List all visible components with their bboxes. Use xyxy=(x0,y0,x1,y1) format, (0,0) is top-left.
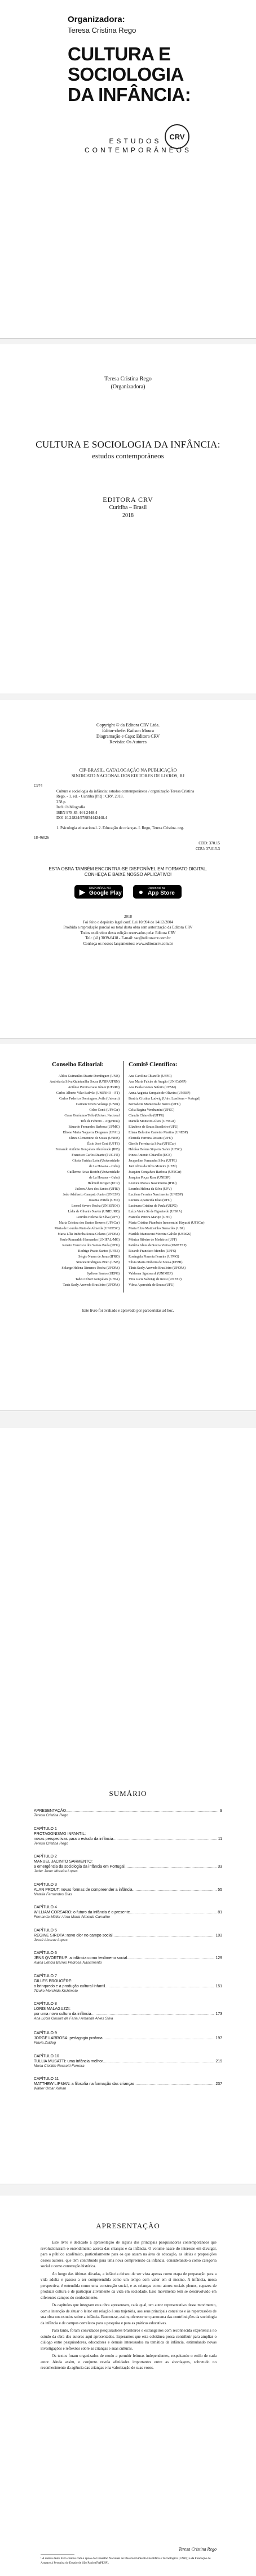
council-member: Bernadette Monteiro de Barros (UFU) xyxy=(129,1103,180,1106)
page-gap xyxy=(0,339,256,344)
toc-chapter-number: CAPÍTULO 11 xyxy=(34,2077,59,2081)
toc-leader-dots xyxy=(103,2036,215,2041)
council-member: Maria Cristina dos Santos Bezerra (UFSCar) xyxy=(59,1221,120,1225)
toc-author: Fernanda Müller / Ana Maria Almeida Carvalho xyxy=(34,1915,110,1919)
presentation-paragraph: Este livro é dedicado à apresentação de alguns dos principais pesquisadores contemporâneos que revolucionaram o entendimento acerca das crianças e da infância. O volume nasce do interesse em divulgar, para o público acadêmico, particularmente para os que atuam na área da educação, as ideias e proposições desses autores, que têm contribuído para uma nova compreensão da infância, considerando-a como categoria social e como construção histórica. xyxy=(41,2240,217,2268)
cover-title-line: CULTURA E xyxy=(68,43,171,64)
toc-entry[interactable] xyxy=(34,1951,222,1966)
council-member: Mônica Ribeiro de Medeiros (UFF) xyxy=(129,1238,177,1242)
toc-line xyxy=(34,1887,222,1892)
cip-line: 18-46026 xyxy=(34,835,49,840)
half-title-author: Teresa Cristina Rego xyxy=(104,376,152,382)
summary-page xyxy=(0,1428,256,2184)
council-member: Rodrigo Pratte-Santos (UFES) xyxy=(78,1250,120,1253)
council-member: Florinda Ferreira Rossini (UFU) xyxy=(129,1137,173,1140)
toc-author: Flávia Zuldeg xyxy=(34,2041,56,2045)
cover-page xyxy=(0,0,256,339)
scientific-committee-heading: Comitê Científico: xyxy=(129,1061,178,1068)
council-member: Lourdes Helena da Silva (UFV) xyxy=(76,1216,120,1219)
toc-leader-dots xyxy=(113,1837,217,1842)
copyright-line: Revisão: Os Autores xyxy=(109,739,147,744)
presentation-paragraph: Os capítulos que integram esta obra apresentam, cada qual, um autor representativo desse movimento, com a intenção de situar o leitor em relação à sua trajetória, aos seus principais conceitos e às repercussões de sua obra nos estudos sobre a infância. Buscou-se, assim, oferecer um panorama das contribuições da sociologia da infância e de campos correlatos para a pesquisa e para as práticas educativas. xyxy=(41,2303,217,2325)
council-member: Claudia Chiarello (UFPR) xyxy=(129,1114,164,1118)
half-title-page xyxy=(0,344,256,694)
crv-logo-icon xyxy=(164,123,191,150)
toc-chapter-title: RÉGINE SIROTA: novo olor no campo social xyxy=(34,1933,113,1938)
toc-author: Alana Letícia Barros Pedrosa Nascimento xyxy=(34,1961,102,1965)
council-member: Jani Alves da Silva Moreira (UEM) xyxy=(129,1165,177,1168)
toc-page-number: 219 xyxy=(215,2059,222,2064)
council-member: Ana Carolina Chiarello (UFPR) xyxy=(129,1075,172,1078)
toc-line xyxy=(34,1933,222,1938)
page-gap xyxy=(0,1411,256,1428)
toc-author: Teresa Cristina Rego xyxy=(34,1813,68,1817)
peer-review-note: Este livro foi avaliado e aprovado por pareceristas ad hoc. xyxy=(82,1308,174,1313)
toc-page-number: 55 xyxy=(218,1887,222,1892)
council-member: Tadeu Oliver Gonçalves (UFPA) xyxy=(75,1278,120,1281)
council-member: Valdemar Sguissardi (UNIMEP) xyxy=(129,1272,173,1276)
toc-chapter-number: CAPÍTULO 3 xyxy=(34,1882,57,1887)
google-play-small-text: DISPONÍVEL NO xyxy=(89,887,111,890)
council-member: Ricardo Francisco Mendes (UFFS) xyxy=(129,1250,176,1253)
council-member: Maria Lília Imbiriba Sousa Colares (UFOPA) xyxy=(58,1233,120,1236)
editorial-council-page xyxy=(0,1044,256,1411)
council-member: Elione Maria Nogueira Diogenes (UFAL) xyxy=(63,1131,120,1134)
toc-chapter-subtitle: novas perspectivas para o estudo da infância xyxy=(34,1837,113,1841)
council-member: Marcelo Pereira Marujo (UFPI) xyxy=(129,1216,172,1219)
toc-entry[interactable] xyxy=(34,1974,222,1994)
cip-line: Inclui bibliografia xyxy=(56,805,85,809)
toc-chapter-subtitle: o brinquedo e a produção cultural infantil xyxy=(34,1984,105,1988)
presentation-signature: Teresa Cristina Rego xyxy=(178,2547,217,2552)
toc-entry[interactable] xyxy=(34,1854,222,1874)
toc-line xyxy=(34,2012,222,2017)
council-member: Paulo Romualdo Hernandes (UNIFAL-MG) xyxy=(59,1238,120,1242)
toc-entry[interactable] xyxy=(34,2001,222,2022)
page-gap xyxy=(0,2184,256,2196)
toc-entry[interactable] xyxy=(34,2054,222,2069)
presentation-paragraph: Para tanto, foram convidados pesquisadores brasileiros e estrangeiros com reconhecida experiência no estudo da obra dos autores aqui apresentados. Esperamos que esta coletânea possa contribuir para ampliar o diálogo entre pesquisadores, educadores e demais interessados na temática da infância, estimulando novas investigações e reflexões sobre as crianças e suas culturas. xyxy=(41,2328,217,2351)
app-store-big-text: App Store xyxy=(148,890,175,896)
council-member: Lourdes Helena da Silva (UFV) xyxy=(129,1188,172,1191)
toc-page-number: 129 xyxy=(215,1956,222,1960)
council-member: Helmuth Krüger (UCP) xyxy=(87,1182,120,1185)
council-member: Carmen Tereza Velanga (UNIR) xyxy=(76,1103,120,1106)
toc-entry[interactable] xyxy=(34,1808,222,1819)
council-divider xyxy=(123,1061,124,1293)
toc-page-number: 81 xyxy=(218,1911,222,1915)
toc-chapter-title: LORIS MALAGUZZI: xyxy=(34,2007,70,2011)
toc-page-number: 173 xyxy=(215,2012,222,2016)
cip-code: C974 xyxy=(34,783,43,788)
toc-leader-dots xyxy=(125,1864,217,1869)
toc-chapter-title: PROTAGONISMO INFANTIL: xyxy=(34,1832,86,1836)
cip-classification xyxy=(196,841,220,852)
copyright-line: Diagramação e Capa: Editora CRV xyxy=(96,734,160,739)
toc-entry[interactable] xyxy=(34,1905,222,1920)
toc-page-number: 197 xyxy=(215,2036,222,2040)
council-member: Vilma Aparecida de Souza (UFU) xyxy=(129,1283,175,1287)
ebook-notice-line: CONHEÇA E BAIXE NOSSO APLICATIVO! xyxy=(84,872,172,877)
toc-chapter-number: CAPÍTULO 4 xyxy=(34,1905,57,1909)
cip-heading-line: SINDICATO NACIONAL DOS EDITORES DE LIVROS, RJ xyxy=(71,773,185,778)
toc-author: Teresa Cristina Rego xyxy=(34,1841,68,1846)
presentation-footnote: ¹ A autora deste livro contou com o apoio do Conselho Nacional de Desenvolvimento Científico e Tecnológico (CNPq) e da Fundação de Amparo à Pesquisa do Estado de São Paulo (FAPESP). xyxy=(41,2557,211,2565)
council-member: Luciana Aparecida Elias (UFU) xyxy=(129,1199,172,1202)
council-member: Simone Rodrigues Pinto (UNB) xyxy=(76,1261,120,1264)
presentation-page xyxy=(0,2196,256,2576)
council-member: Vera Lucia Sabongi de Rossi (UNESP) xyxy=(129,1278,182,1281)
toc-line xyxy=(34,1984,222,1989)
toc-entry[interactable] xyxy=(34,1826,222,1847)
toc-chapter-number: CAPÍTULO 10 xyxy=(34,2054,59,2058)
toc-leader-dots xyxy=(130,1910,217,1915)
apple-icon: ● xyxy=(138,887,144,896)
council-member: Marilda Mantovani Moreira Galvão (UFRGS) xyxy=(129,1233,191,1236)
toc-author: Jader Janer Moreira Lopes xyxy=(34,1869,78,1873)
council-member: Luíza Vieira Sá de Figueiredo (UFMA) xyxy=(129,1210,182,1213)
toc-chapter-title: MATTHEW LIPMAN: a filosofia na formação das crianças xyxy=(34,2082,135,2086)
summary-title: SUMÁRIO xyxy=(109,1789,147,1798)
council-member: João Adalberto Campato Junior (UNESP) xyxy=(63,1193,120,1197)
council-member: Giselle Ferreira da Silva (UFSCar) xyxy=(129,1142,176,1146)
council-member: Anna Augusta Sampaio de Oliveira (UNESP) xyxy=(129,1092,191,1095)
toc-chapter-subtitle: a emergência da sociologia da infância em Portugal xyxy=(34,1865,125,1869)
legal-line: Conheça os nossos lançamentos: www.editoracrv.com.br xyxy=(83,941,173,946)
council-member: Celso Conti (UFSCar) xyxy=(89,1109,120,1112)
google-play-big-text: Google Play xyxy=(89,890,122,896)
copyright-credits xyxy=(0,722,256,745)
council-member: Leonice Morais Nascimento (IFRJ) xyxy=(129,1182,177,1185)
council-member: Heloísa Helena Siqueira Sahm (UFSC) xyxy=(129,1148,182,1151)
cip-line: 1. Psicologia educacional. 2. Educação de crianças. I. Rego, Teresa Cristina. org. xyxy=(56,825,184,830)
half-title-city: Curitiba – Brasil xyxy=(109,505,147,511)
toc-leader-dots xyxy=(105,1984,214,1989)
legal-line: Tel.: (41) 3039-6418 - E-mail: sac@editoracrv.com.br xyxy=(85,936,171,940)
toc-chapter-number: CAPÍTULO 5 xyxy=(34,1928,57,1933)
app-store-small-text: Disponível na xyxy=(148,887,165,890)
council-member: Maria Eliza Mattosinho Bernardes (USP) xyxy=(129,1227,185,1230)
council-member: Maria de Lourdes Pinto de Almeida (UNOESC) xyxy=(54,1227,120,1230)
council-member: Elizeu Clementino de Souza (UNEB) xyxy=(69,1137,120,1140)
toc-page-number: 33 xyxy=(218,1865,222,1869)
toc-entry[interactable] xyxy=(34,2076,222,2092)
council-member: Guillermo Arias Beatón (Universidade xyxy=(67,1171,120,1174)
legal-line: Foi feito o depósito legal conf. Lei 10.994 de 14/12/2004 xyxy=(82,919,173,925)
toc-chapter-number: CAPÍTULO 9 xyxy=(34,2031,57,2035)
cover-subtitle-line: CONTEMPORÂNEOS xyxy=(85,146,192,154)
toc-author: Tizuko Morchida Kishimoto xyxy=(34,1988,78,1993)
toc-chapter-title: APRESENTAÇÃO xyxy=(34,1809,67,1813)
council-member: Eliana Bolorino Canteiro Martins (UNESP) xyxy=(129,1131,188,1134)
council-member: Sérgio Nunes de Jesus (IFRO) xyxy=(78,1255,120,1259)
cip-line: DOI 10.24824/978854442448.4 xyxy=(56,816,107,820)
council-member: Cesar Gerónimo Tello (Univer. Nacional xyxy=(64,1114,120,1118)
half-title-subtitle: estudos contemporâneos xyxy=(92,452,164,460)
toc-leader-dots xyxy=(66,1808,219,1813)
page-gap xyxy=(0,694,256,700)
council-member: Celia Regina Vendramini (UFSC) xyxy=(129,1109,175,1112)
scientific-committee-list xyxy=(129,1074,236,1288)
toc-author: Walter Omar Kohan xyxy=(34,2087,67,2091)
toc-chapter-title: TULLIA MUSATTI: uma infância melhor xyxy=(34,2059,103,2064)
toc-entry[interactable] xyxy=(34,2031,222,2046)
cip-line: 258 p. xyxy=(56,799,67,804)
legal-line: 2018 xyxy=(124,914,132,919)
council-member: Carlos Alberto Vilar Estêvão (UMINHO – PT) xyxy=(56,1092,120,1095)
toc-chapter-number: CAPÍTULO 8 xyxy=(34,2002,57,2006)
google-play-badge[interactable] xyxy=(74,885,123,899)
copyright-line: Editor-chefe: Railson Moura xyxy=(102,728,154,733)
toc-leader-dots xyxy=(134,2082,214,2087)
council-member: Antônio Pereira Gaio Júnior (UFRRJ) xyxy=(68,1086,120,1089)
half-title-author-role: (Organizadora) xyxy=(111,384,145,390)
cip-record xyxy=(34,783,220,841)
cover-organizer-label: Organizadora: xyxy=(68,15,125,24)
council-member: Tânia Suely Azevedo Brasileiro (UFOPA) xyxy=(129,1267,186,1270)
presentation-paragraph: Os textos foram organizados de modo a permitir leituras independentes, respeitando o estilo de cada autor. Ainda assim, o conjunto revela afinidades importantes entre as abordagens, sobretudo no reconhecimento da agência das crianças e na valorização de suas vozes. xyxy=(41,2354,217,2370)
council-member: Joaquim Poças Rosa (UNESP) xyxy=(129,1176,170,1180)
toc-chapter-number: CAPÍTULO 2 xyxy=(34,1855,57,1859)
ebook-notice-line: ESTA OBRA TAMBÉM ENCONTRA-SE DISPONÍVEL EM FORMATO DIGITAL. xyxy=(48,866,208,871)
toc-page-number: 103 xyxy=(215,1933,222,1938)
toc-entry[interactable] xyxy=(34,1928,222,1943)
toc-page-number: 151 xyxy=(215,1984,222,1988)
council-member: Eduardo Fernandes Barbosa (UFMG) xyxy=(68,1125,120,1129)
council-member: Ana Paula Gomes Seferin (UFSM) xyxy=(129,1086,176,1089)
council-member: Rosângela Pimenta Ferreira (UFMG) xyxy=(129,1255,179,1259)
cover-title-line: DA INFÂNCIA: xyxy=(68,84,191,105)
council-member: Ana Maria Falcão de Aragão (UNICAMP) xyxy=(129,1080,187,1084)
crv-logo-text: CRV xyxy=(169,133,185,141)
toc-chapter-number: CAPÍTULO 6 xyxy=(34,1951,57,1955)
toc-chapter-title: JORGE LARROSA: pedagogia profana xyxy=(34,2036,103,2040)
toc-line xyxy=(34,2082,222,2087)
cip-cdd: CDD: 370.15 xyxy=(198,841,220,845)
toc-chapter-number: CAPÍTULO 7 xyxy=(34,1974,57,1978)
toc-line xyxy=(34,1956,222,1961)
table-of-contents xyxy=(34,1808,222,2030)
cover-title-line: SOCIOLOGIA xyxy=(68,64,184,85)
table-of-contents-continued xyxy=(34,2031,222,2100)
legal-line: Todos os direitos desta edição reservados pela: Editora CRV xyxy=(80,930,176,935)
council-member: Élsio José Corá (UFFS) xyxy=(87,1142,120,1146)
toc-leader-dots xyxy=(133,1887,217,1892)
toc-line xyxy=(34,1864,222,1869)
half-title-year: 2018 xyxy=(122,512,134,519)
toc-author: Ana Lúcia Goulart de Faria / Amanda Alves Silva xyxy=(34,2017,113,2021)
half-title-publisher: EDITORA CRV xyxy=(103,496,153,503)
council-member: Josania Portela (UFPI) xyxy=(89,1199,120,1202)
toc-line xyxy=(34,2036,222,2041)
council-member: Irineu Antonio Chiarello (UCS) xyxy=(129,1154,172,1157)
legal-line: Proibida a reprodução parcial ou total desta obra sem autorização da Editora CRV xyxy=(63,925,193,930)
cip-cdu: CDU: 37.015.3 xyxy=(196,846,220,851)
cip-line: Cultura e sociologia da infância: estudos contemporâneos / organização Teresa Cristina xyxy=(56,788,195,794)
copyright-page xyxy=(0,700,256,1039)
council-member: Gloria Fariñas León (Universidade xyxy=(72,1159,120,1163)
council-member: Aldira Guimarães Duarte Domínguez (UNB) xyxy=(58,1075,120,1078)
presentation-paragraph: Ao longo das últimas décadas, a infância deixou de ser vista apenas como etapa de preparação para a vida adulta e passou a ser compreendida como um tempo com valor em si mesmo. A infância, nessa perspectiva, é entendida como uma construção social, e as crianças como atores sociais plenos, capazes de produzir cultura e de participar ativamente da vida em sociedade. Esse movimento tem se desenvolvido em diferentes campos do conhecimento. xyxy=(41,2271,217,2300)
council-member: Leonel Severo Rocha (UNISINOS) xyxy=(71,1204,120,1208)
toc-chapter-title: WILLIAM CORSARO: o futuro da infância é o presente xyxy=(34,1911,130,1915)
toc-leader-dots xyxy=(103,2059,214,2064)
copyright-line: Copyright © da Editora CRV Ltda. xyxy=(96,722,160,728)
council-member: Lucimara Cristina de Paula (UEPG) xyxy=(129,1204,178,1208)
google-play-icon: ▶ xyxy=(79,887,86,896)
ebook-notice xyxy=(0,866,256,878)
cip-heading xyxy=(0,768,256,779)
editorial-council-heading: Conselho Editorial: xyxy=(52,1061,104,1068)
toc-author: Maria Clotilde Rossetti Ferreira xyxy=(34,2064,85,2068)
presentation-title: APRESENTAÇÃO xyxy=(96,2222,160,2230)
council-member: de La Havana – Cuba) xyxy=(89,1176,120,1180)
council-member: Silvia Maria Pinheiro de Souza (UFPR) xyxy=(129,1261,183,1264)
toc-page-number: 237 xyxy=(215,2082,222,2086)
toc-page-number: 9 xyxy=(220,1809,222,1813)
toc-chapter-subtitle: por uma nova cultura da infância xyxy=(34,2012,91,2016)
council-member: Renato Francisco dos Santos Paula (UFG) xyxy=(62,1244,120,1247)
council-member: Beatriz Cristina Ludwig (Univ. Lusófona – Portugal) xyxy=(129,1097,201,1101)
council-member: Daniela Monteiro Alves (UFSCar) xyxy=(129,1120,175,1123)
toc-entry[interactable] xyxy=(34,1882,222,1898)
cover-organizer-name: Teresa Cristina Rego xyxy=(68,26,136,34)
council-member: Francisco Carlos Duarte (PUC-PR) xyxy=(72,1154,120,1157)
council-member: Maria Cristina Piumbato Innocentini Hayashi (UFSCar) xyxy=(129,1221,205,1225)
council-member: Tania Suely Azevedo Brasileiro (UFOPA) xyxy=(63,1283,120,1287)
editorial-council-list xyxy=(18,1074,120,1288)
cover-title xyxy=(68,44,191,105)
toc-page-number: 11 xyxy=(218,1837,222,1841)
toc-chapter-title: MANUEL JACINTO SARMENTO: xyxy=(34,1860,93,1864)
page-gap xyxy=(0,1039,256,1044)
presentation-text xyxy=(41,2240,217,2373)
council-member: Lídia de Oliveira Xavier (UNIEURO) xyxy=(68,1210,120,1213)
cip-heading-line: CIP-BRASIL. CATALOGAÇÃO NA PUBLICAÇÃO xyxy=(79,768,177,773)
council-member: de La Havana – Cuba) xyxy=(89,1165,120,1168)
council-member: Fernando Antônio Gonçalves Alcoforado (IPB) xyxy=(55,1148,120,1151)
cip-line: ISBN 978-85-444-2448-4 xyxy=(56,810,98,815)
council-member: Patrícia Alves de Souza Vieira (UNIFESP) xyxy=(129,1244,187,1247)
toc-leader-dots xyxy=(91,2012,215,2017)
toc-author: Natalia Fernandes Dias xyxy=(34,1892,72,1896)
council-member: Jailson Alves dos Santos (UFRJ) xyxy=(75,1188,120,1191)
toc-chapter-number: CAPÍTULO 1 xyxy=(34,1826,57,1831)
council-member: Sydione Santos (UEPG) xyxy=(86,1272,120,1276)
toc-chapter-title: GILLES BROUGÈRE: xyxy=(34,1979,73,1983)
toc-author: Jessé Alcaraz Lopes xyxy=(34,1938,68,1942)
council-member: Andréia da Silva Quintanilha Sousa (UNIR/UFRN) xyxy=(50,1080,120,1084)
toc-line xyxy=(34,2059,222,2064)
council-member: Joaquim Gonçalves Barbosa (UFSCar) xyxy=(129,1171,182,1174)
toc-leader-dots xyxy=(127,1956,214,1961)
council-member: Solange Helena Ximenes-Rocha (UFOPA) xyxy=(61,1267,120,1270)
toc-chapter-title: ALAN PROUT: novas formas de compreender a infância xyxy=(34,1887,133,1892)
council-member: Lucilene Ferreira Nascimento (UNESP) xyxy=(129,1193,183,1197)
half-title-title: CULTURA E SOCIOLOGIA DA INFÂNCIA: xyxy=(36,439,220,450)
toc-chapter-title: JENS QVORTRUP: a infância como fenômeno social xyxy=(34,1956,127,1960)
app-store-badge[interactable] xyxy=(133,885,182,899)
toc-line xyxy=(34,1910,222,1915)
toc-leader-dots xyxy=(113,1933,215,1938)
council-member: Três de Febrero – Argentina) xyxy=(80,1120,120,1123)
toc-line xyxy=(34,1837,222,1842)
cover-subtitle-line: ESTUDOS xyxy=(109,137,162,145)
council-member: Carlos Federico Dominguez Avila (Unieuro) xyxy=(59,1097,120,1101)
cip-line: Rego. - 1. ed. - Curitiba [PR] : CRV, 2018. xyxy=(56,794,124,799)
council-member: Jacqueline Fernandes Silva (UFPE) xyxy=(129,1159,177,1163)
council-member: Elizabete de Souza Brasileiro (UFU) xyxy=(129,1125,179,1129)
legal-notice xyxy=(0,914,256,947)
toc-line xyxy=(34,1808,222,1813)
